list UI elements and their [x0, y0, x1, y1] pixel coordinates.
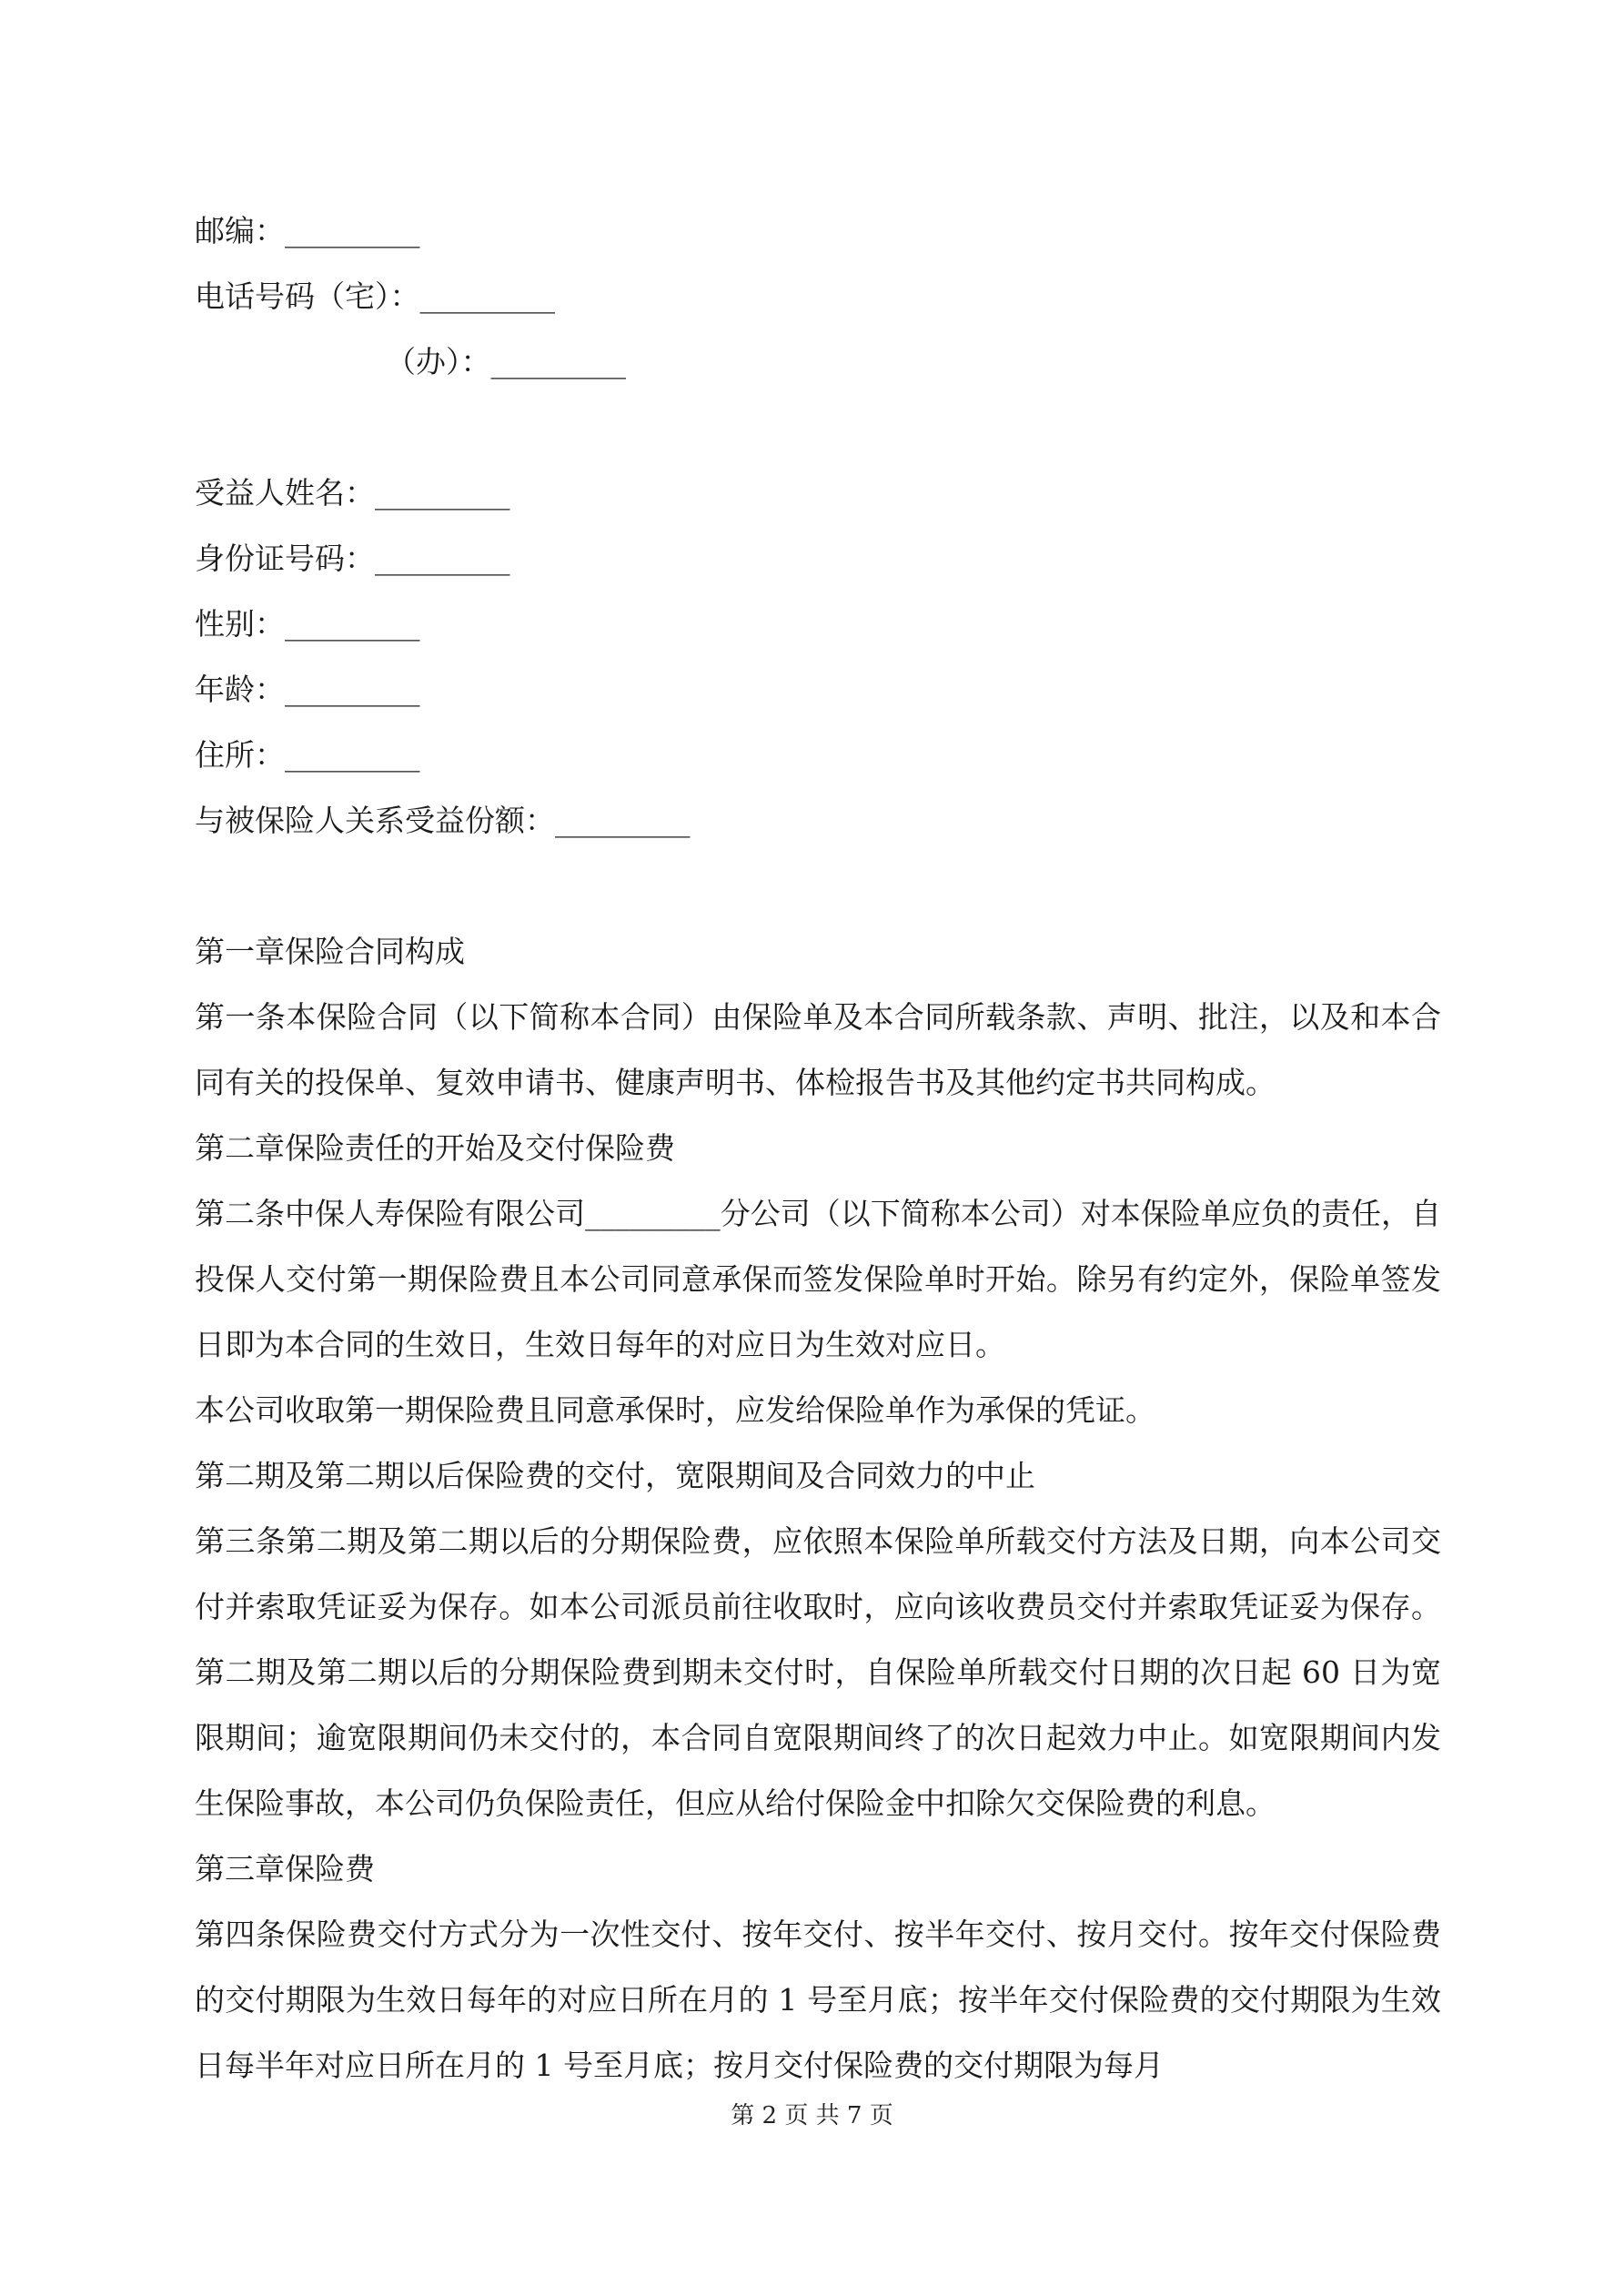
beneficiary-relation-share-field: 与被保险人关系受益份额：_________	[195, 803, 691, 838]
chapter2-title: 第二章保险责任的开始及交付保险费	[195, 1130, 675, 1166]
page-number: 第 2 页 共 7 页	[731, 2102, 893, 2129]
article4-text: 第四条保险费交付方式分为一次性交付、按年交付、按半年交付、按月交付。按年交付保险费的交付期限为生效日每年的对应日所在月的 1 号至月底；按半年交付保险费的交付期限为生效日每半年对应日所在月的 1 号至月底；按月交付保险费的交付期限为每月	[195, 1917, 1441, 2083]
document-body	[195, 198, 1441, 2099]
beneficiary-address-field: 住所：_________	[195, 737, 420, 773]
phone-office-field: （办）：_________	[386, 344, 626, 379]
beneficiary-gender-field: 性别：_________	[195, 606, 420, 642]
article3-text: 第三条第二期及第二期以后的分期保险费，应依照本保险单所载交付方法及日期，向本公司交付并索取凭证妥为保存。如本公司派员前往收取时，应向该收费员交付并索取凭证妥为保存。第二期及第二期以后的分期保险费到期未交付时，自保险单所载交付日期的次日起 60 日为宽限期间；逾宽限期间仍未交付的，本合同自宽限期间终了的次日起效力中止。如宽限期间内发生保险事故，本公司仍负保险责任，但应从给付保险金中扣除欠交保险费的利息。	[195, 1523, 1441, 1821]
chapter3-title: 第三章保险费	[195, 1851, 375, 1886]
beneficiary-name-field: 受益人姓名：_________	[195, 475, 510, 511]
beneficiary-id-field: 身份证号码：_________	[195, 541, 510, 576]
receipt-text: 本公司收取第一期保险费且同意承保时，应发给保险单作为承保的凭证。	[195, 1392, 1155, 1428]
beneficiary-age-field: 年龄：_________	[195, 672, 420, 707]
phone-home-field: 电话号码（宅）：_________	[195, 278, 555, 314]
chapter1-title: 第一章保险合同构成	[195, 934, 465, 969]
section-subtitle: 第二期及第二期以后保险费的交付，宽限期间及合同效力的中止	[195, 1458, 1035, 1493]
spacer	[195, 854, 1441, 919]
article2-text: 第二条中保人寿保险有限公司_________分公司（以下简称本公司）对本保险单应负的责任，自投保人交付第一期保险费且本公司同意承保而签发保险单时开始。除另有约定外，保险单签发日即为本合同的生效日，生效日每年的对应日为生效对应日。	[195, 1196, 1441, 1362]
spacer	[195, 395, 1441, 460]
postcode-field: 邮编：_________	[195, 213, 420, 248]
article1-text: 第一条本保险合同（以下简称本合同）由保险单及本合同所载条款、声明、批注，以及和本合同有关的投保单、复效申请书、健康声明书、体检报告书及其他约定书共同构成。	[195, 999, 1441, 1100]
